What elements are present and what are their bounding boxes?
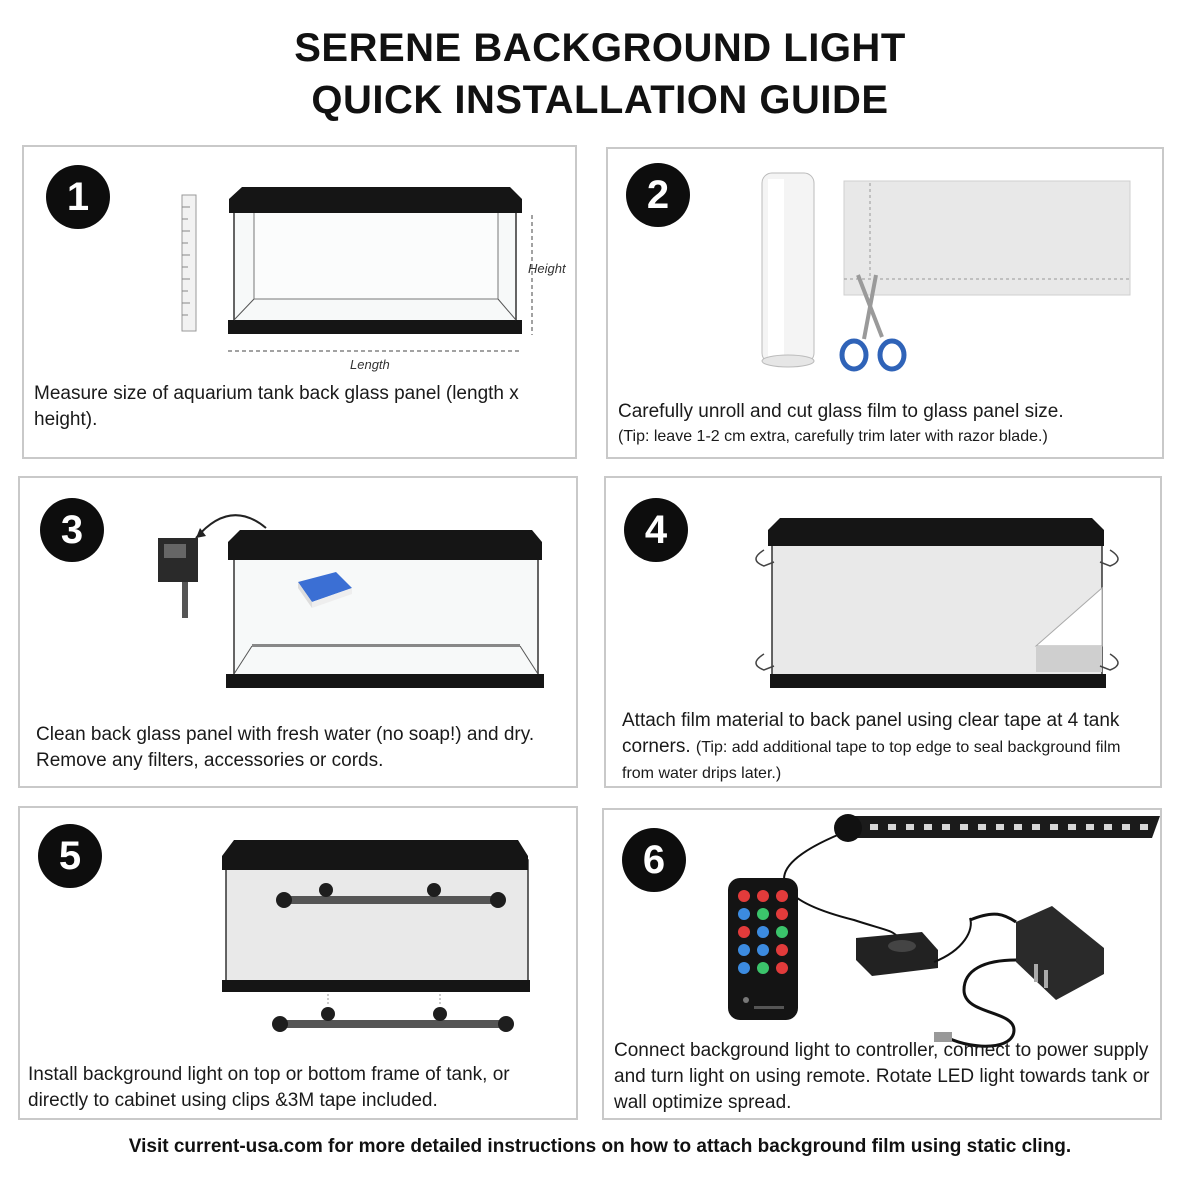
led-dot (942, 824, 950, 830)
remote-button (738, 944, 750, 956)
aquarium-tank-icon (222, 840, 530, 992)
step-4-panel (604, 476, 1162, 788)
remote-button (738, 890, 750, 902)
led-dot (888, 824, 896, 830)
step-6-number: 6 (622, 828, 686, 892)
led-dot (1140, 824, 1148, 830)
step-4-main-text: Attach film material to back panel using clear tape at 4 tank corners. (622, 710, 1120, 757)
step-4-description (622, 708, 1152, 786)
led-dot (978, 824, 986, 830)
step-2-tip: (Tip: leave 1-2 cm extra, carefully trim later with razor blade.) (618, 428, 1048, 445)
remote-button (757, 962, 769, 974)
remote-button (738, 962, 750, 974)
step-5-number: 5 (38, 824, 102, 888)
step-4-number: 4 (624, 498, 688, 562)
led-dot (906, 824, 914, 830)
led-dot (960, 824, 968, 830)
step-1-description: Measure size of aquarium tank back glass panel (length x height). (34, 383, 519, 430)
step-3-description: Clean back glass panel with fresh water (no soap!) and dry. Remove any filters, accessories or cords. (36, 724, 535, 771)
light-bar-bottom-icon (272, 994, 514, 1032)
step-6-panel (602, 808, 1162, 1120)
length-label: Length (350, 357, 390, 372)
led-dot (1104, 824, 1112, 830)
step-2-panel (606, 147, 1164, 459)
remote-button (757, 890, 769, 902)
led-dot (1086, 824, 1094, 830)
film-roll-icon (762, 173, 814, 367)
step-2-main-text: Carefully unroll and cut glass film to glass panel size. (618, 401, 1064, 422)
ruler-icon (182, 195, 196, 331)
remote-button (757, 926, 769, 938)
remote-control-icon (728, 878, 798, 1020)
led-dot (1068, 824, 1076, 830)
height-label: Height (528, 261, 566, 276)
aquarium-tank-icon (226, 530, 544, 688)
title-line-1: SERENE BACKGROUND LIGHT (294, 26, 906, 70)
led-dot (1122, 824, 1130, 830)
step-3-number: 3 (40, 498, 104, 562)
led-dot (1050, 824, 1058, 830)
step-2-number: 2 (626, 163, 690, 227)
remote-button (776, 962, 788, 974)
remote-button (776, 908, 788, 920)
controller-box-icon (856, 932, 938, 976)
title-line-2: QUICK INSTALLATION GUIDE (311, 78, 889, 122)
step-3-panel (18, 476, 578, 788)
remote-button (757, 908, 769, 920)
led-light-bar-icon (834, 814, 1160, 842)
led-dot (1014, 824, 1022, 830)
step-2-description (618, 399, 1158, 448)
remote-button (776, 926, 788, 938)
film-sheet-icon (844, 181, 1130, 295)
remote-button (738, 908, 750, 920)
led-dot (870, 824, 878, 830)
step-5-panel (18, 806, 578, 1120)
footer-note: Visit current-usa.com for more detailed instructions on how to attach background film using static cling. (128, 1136, 1072, 1157)
led-dot (996, 824, 1004, 830)
step-6-description: Connect background light to controller, connect to power supply and turn light on using remote. Rotate LED light towards tank or wall optimize spread. (614, 1040, 1150, 1113)
remote-button (776, 890, 788, 902)
remote-button (776, 944, 788, 956)
step-4-tip: (Tip: add additional tape to top edge to seal background film from water drips later.) (622, 739, 1121, 782)
step-5-description: Install background light on top or bottom frame of tank, or directly to cabinet using clips &3M tape included. (28, 1064, 510, 1111)
power-adapter-icon (934, 906, 1104, 1046)
aquarium-tank-icon (768, 518, 1106, 688)
led-dot (924, 824, 932, 830)
step-1-panel (22, 145, 577, 459)
led-dot (1032, 824, 1040, 830)
remote-button (738, 926, 750, 938)
filter-icon (158, 538, 198, 618)
remote-button (757, 944, 769, 956)
step-1-number: 1 (46, 165, 110, 229)
aquarium-tank-icon (228, 187, 522, 334)
page-title (0, 22, 1200, 126)
